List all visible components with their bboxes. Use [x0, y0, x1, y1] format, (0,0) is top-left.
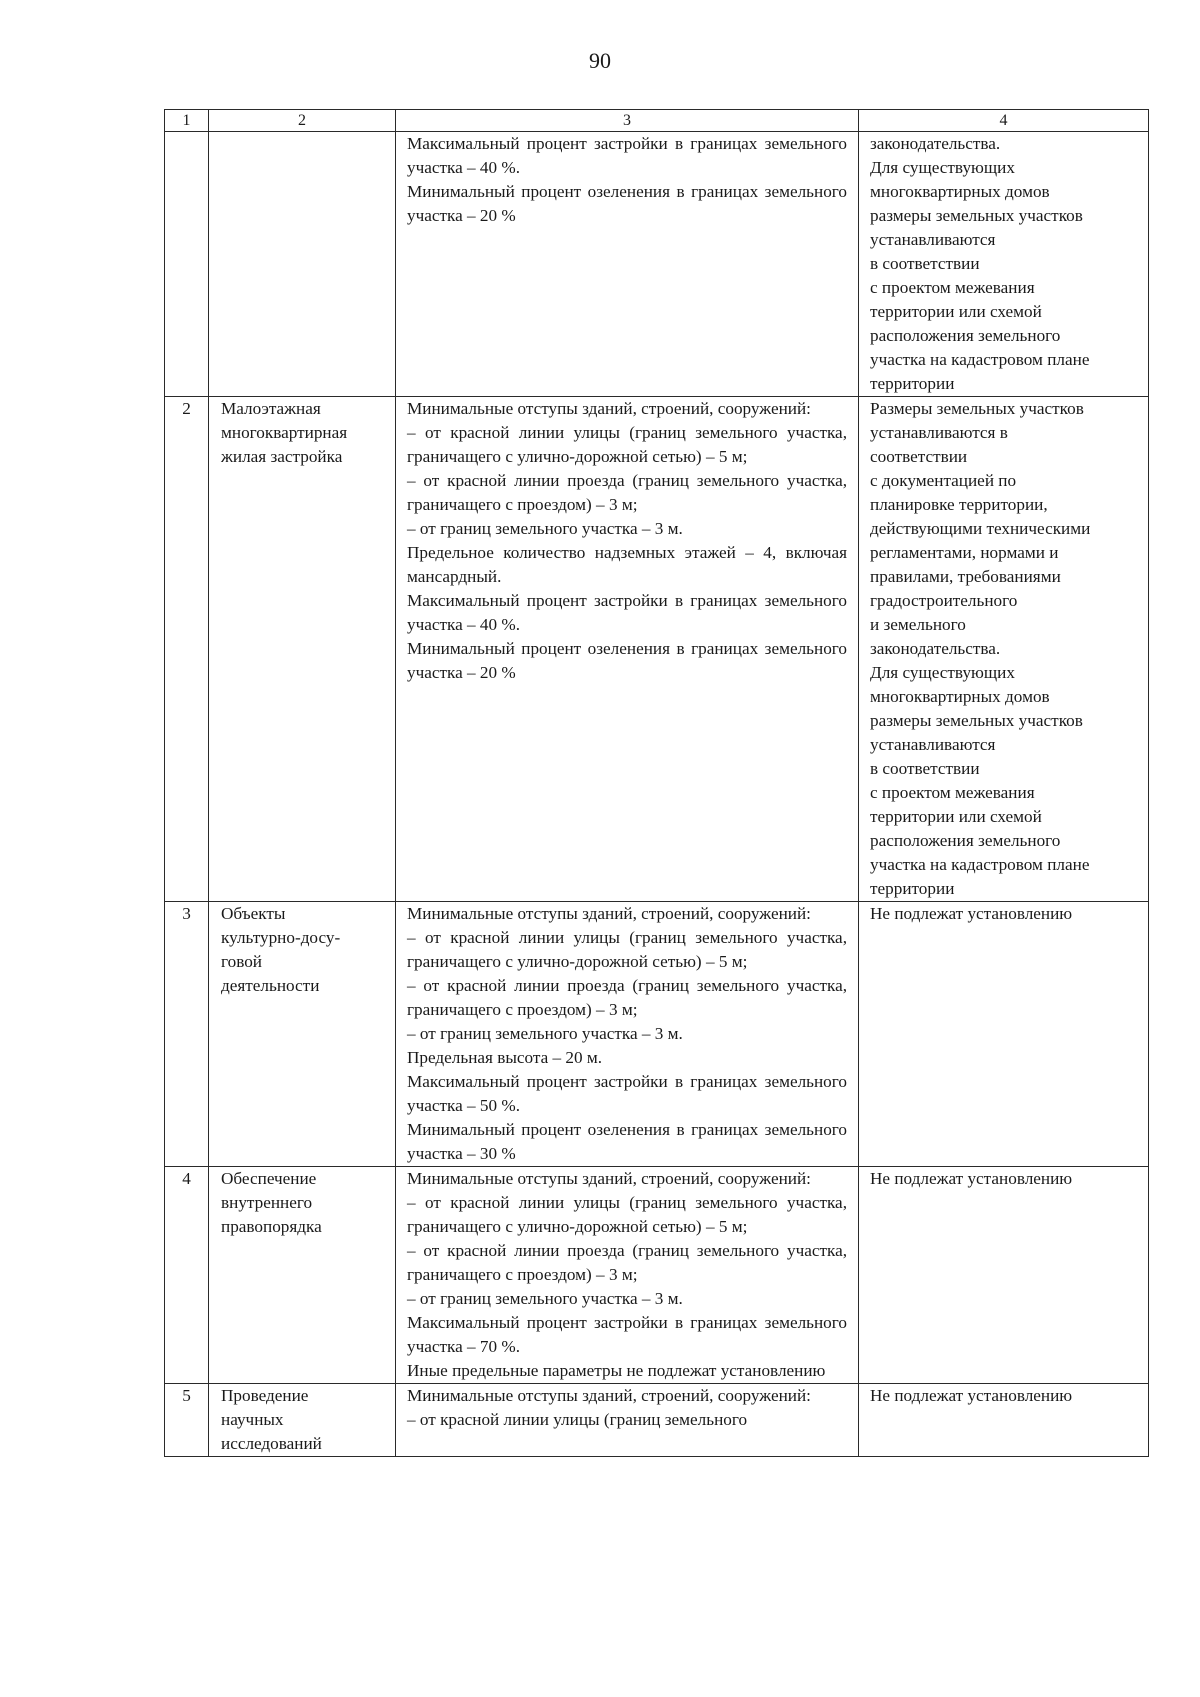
parameter-paragraph: – от красной линии улицы (границ земельного участка, граничащего с улично-дорожной сетью) – 5 м;: [407, 423, 847, 466]
plot-size-line: регламентами, нормами и: [870, 543, 1059, 562]
table-row: [165, 1167, 1149, 1384]
land-use-name-line: Малоэтажная: [221, 399, 321, 418]
parameters-cell: [396, 397, 859, 902]
plot-size-line: многоквартирных домов: [870, 687, 1050, 706]
header-cell-3: 3: [396, 110, 859, 132]
land-use-name-line: многоквартирная: [221, 423, 348, 442]
land-use-name-line: Проведение: [221, 1386, 309, 1405]
parameter-paragraph: Предельная высота – 20 м.: [407, 1048, 603, 1067]
header-cell-1: 1: [165, 110, 209, 132]
row-number-cell: 5: [165, 1384, 209, 1457]
zoning-regulations-table: [164, 109, 1149, 1457]
plot-size-line: правилами, требованиями: [870, 567, 1061, 586]
plot-size-line: Для существующих: [870, 663, 1015, 682]
land-use-name-line: деятельности: [221, 976, 320, 995]
plot-size-line: с документацией по: [870, 471, 1017, 490]
plot-size-line: территории: [870, 374, 955, 393]
land-use-name-line: культурно-досу-: [221, 928, 341, 947]
parameter-paragraph: Минимальный процент озеленения в границах земельного участка – 20 %: [407, 182, 847, 225]
plot-size-line: Не подлежат установлению: [870, 1386, 1073, 1405]
plot-size-cell: [859, 132, 1149, 397]
parameter-paragraph: – от красной линии улицы (границ земельного участка, граничащего с улично-дорожной сетью) – 5 м;: [407, 1193, 847, 1236]
plot-size-line: соответствии: [870, 447, 968, 466]
parameter-paragraph: – от красной линии проезда (границ земельного участка, граничащего с проездом) – 3 м;: [407, 976, 847, 1019]
parameter-paragraph: Минимальные отступы зданий, строений, сооружений:: [407, 1386, 811, 1405]
parameter-paragraph: – от красной линии проезда (границ земельного участка, граничащего с проездом) – 3 м;: [407, 471, 847, 514]
parameter-paragraph: – от границ земельного участка – 3 м.: [407, 1289, 683, 1308]
plot-size-line: размеры земельных участков: [870, 206, 1083, 225]
plot-size-line: территории или схемой: [870, 302, 1042, 321]
parameter-paragraph: – от красной линии проезда (границ земельного участка, граничащего с проездом) – 3 м;: [407, 1241, 847, 1284]
plot-size-line: территории или схемой: [870, 807, 1042, 826]
plot-size-line: градостроительного: [870, 591, 1018, 610]
land-use-name-line: правопорядка: [221, 1217, 322, 1236]
land-use-name-line: исследований: [221, 1434, 322, 1453]
header-cell-2: 2: [209, 110, 396, 132]
land-use-name-line: научных: [221, 1410, 284, 1429]
table-row: [165, 1384, 1149, 1457]
plot-size-line: законодательства.: [870, 639, 1001, 658]
parameter-paragraph: Минимальные отступы зданий, строений, сооружений:: [407, 399, 811, 418]
land-use-name-cell: [209, 1384, 396, 1457]
parameter-paragraph: Иные предельные параметры не подлежат установлению: [407, 1361, 826, 1380]
page-number: 90: [589, 48, 611, 73]
plot-size-line: с проектом межевания: [870, 783, 1035, 802]
parameter-paragraph: Максимальный процент застройки в границах земельного участка – 70 %.: [407, 1313, 847, 1356]
land-use-name-cell: [209, 902, 396, 1167]
land-use-name-line: Обеспечение: [221, 1169, 317, 1188]
plot-size-line: Не подлежат установлению: [870, 1169, 1073, 1188]
land-use-name-cell: [209, 132, 396, 397]
parameter-paragraph: Максимальный процент застройки в границах земельного участка – 40 %.: [407, 591, 847, 634]
parameter-paragraph: Максимальный процент застройки в границах земельного участка – 50 %.: [407, 1072, 847, 1115]
land-use-name-line: жилая застройка: [221, 447, 343, 466]
header-cell-4: 4: [859, 110, 1149, 132]
plot-size-line: устанавливаются: [870, 735, 996, 754]
row-number-cell: 2: [165, 397, 209, 902]
row-number-cell: 3: [165, 902, 209, 1167]
parameter-paragraph: – от красной линии улицы (границ земельного: [407, 1410, 748, 1429]
parameter-paragraph: Минимальные отступы зданий, строений, сооружений:: [407, 1169, 811, 1188]
land-use-name-cell: [209, 1167, 396, 1384]
land-use-name-cell: [209, 397, 396, 902]
table-row: [165, 132, 1149, 397]
plot-size-line: Размеры земельных участков: [870, 399, 1084, 418]
parameter-paragraph: Предельное количество надземных этажей – 4, включая мансардный.: [407, 543, 847, 586]
row-number-cell: [165, 132, 209, 397]
parameter-paragraph: Максимальный процент застройки в границах земельного участка – 40 %.: [407, 134, 847, 177]
plot-size-line: размеры земельных участков: [870, 711, 1083, 730]
plot-size-cell: [859, 397, 1149, 902]
plot-size-line: Для существующих: [870, 158, 1015, 177]
table-row: [165, 397, 1149, 902]
plot-size-cell: [859, 902, 1149, 1167]
land-use-name-line: говой: [221, 952, 263, 971]
plot-size-cell: [859, 1384, 1149, 1457]
plot-size-cell: [859, 1167, 1149, 1384]
land-use-name-line: Объекты: [221, 904, 286, 923]
parameters-cell: [396, 1384, 859, 1457]
plot-size-line: участка на кадастровом плане: [870, 855, 1090, 874]
plot-size-line: действующими техническими: [870, 519, 1091, 538]
parameter-paragraph: – от границ земельного участка – 3 м.: [407, 519, 683, 538]
plot-size-line: с проектом межевания: [870, 278, 1035, 297]
plot-size-line: устанавливаются: [870, 230, 996, 249]
plot-size-line: многоквартирных домов: [870, 182, 1050, 201]
plot-size-line: и земельного: [870, 615, 966, 634]
parameter-paragraph: – от границ земельного участка – 3 м.: [407, 1024, 683, 1043]
parameter-paragraph: Минимальные отступы зданий, строений, сооружений:: [407, 904, 811, 923]
table-row: [165, 902, 1149, 1167]
plot-size-line: законодательства.: [870, 134, 1001, 153]
plot-size-line: расположения земельного: [870, 326, 1061, 345]
plot-size-line: территории: [870, 879, 955, 898]
land-use-name-line: внутреннего: [221, 1193, 313, 1212]
plot-size-line: в соответствии: [870, 759, 980, 778]
parameters-cell: [396, 1167, 859, 1384]
plot-size-line: устанавливаются в: [870, 423, 1008, 442]
table-header-row: [165, 110, 1149, 132]
plot-size-line: Не подлежат установлению: [870, 904, 1073, 923]
plot-size-line: расположения земельного: [870, 831, 1061, 850]
row-number-cell: 4: [165, 1167, 209, 1384]
plot-size-line: в соответствии: [870, 254, 980, 273]
parameters-cell: [396, 902, 859, 1167]
parameter-paragraph: – от красной линии улицы (границ земельного участка, граничащего с улично-дорожной сетью) – 5 м;: [407, 928, 847, 971]
parameter-paragraph: Минимальный процент озеленения в границах земельного участка – 20 %: [407, 639, 847, 682]
plot-size-line: планировке территории,: [870, 495, 1048, 514]
plot-size-line: участка на кадастровом плане: [870, 350, 1090, 369]
parameter-paragraph: Минимальный процент озеленения в границах земельного участка – 30 %: [407, 1120, 847, 1163]
parameters-cell: [396, 132, 859, 397]
